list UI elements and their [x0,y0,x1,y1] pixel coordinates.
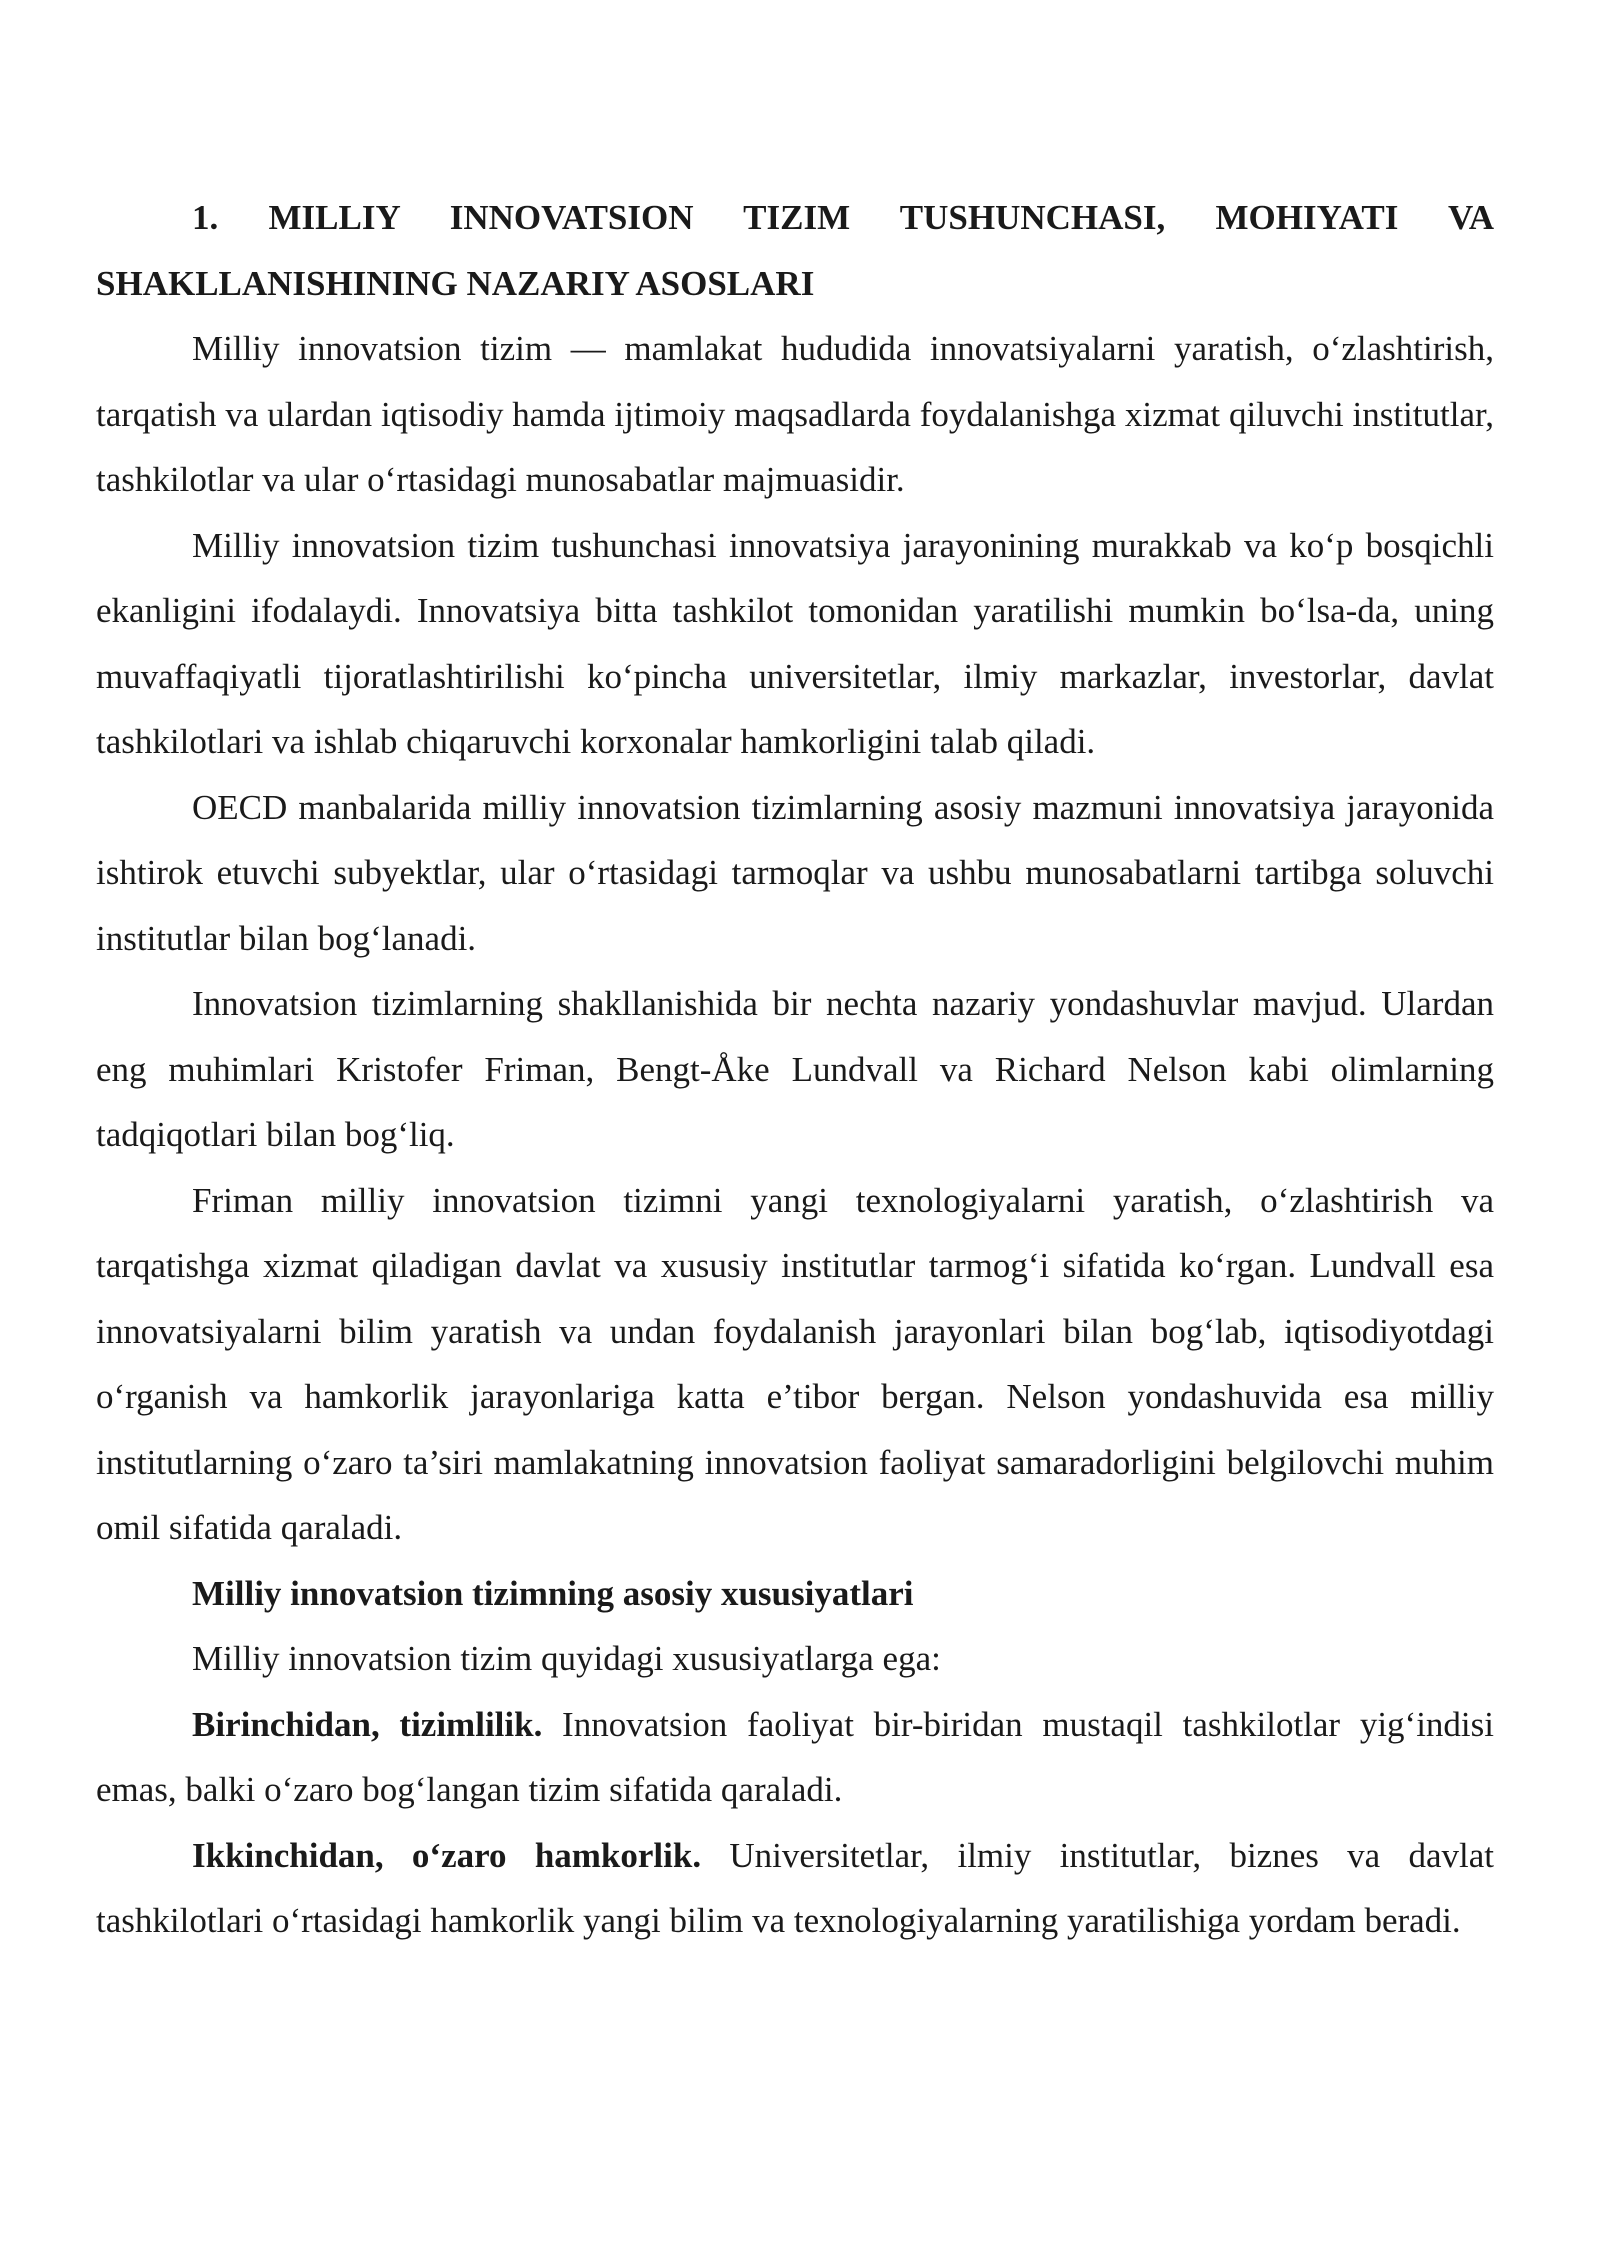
feature-text: Innovatsion faoliyat bir-biridan mustaqil tashkilotlar yig‘indisi emas, balki o‘zaro bog‘langan tizim sifatida qaraladi. [96,1704,1494,1809]
paragraph-approaches: Innovatsion tizimlarning shakllanishida bir nechta nazariy yondashuvlar mavjud. Ulardan eng muhimlari Kristofer Friman, Bengt-Åke Lundvall va Richard Nelson kabi olimlarning tadqiqotlari bilan bog‘liq. [96,984,1494,1154]
section-title: 1. MILLIY INNOVATSION TIZIM TUSHUNCHASI, MOHIYATI VA SHAKLLANISHINING NAZARIY ASOSLARI [96,198,1494,303]
feature-lead: Birinchidan, tizimlilik. [192,1704,543,1744]
paragraph-oecd: OECD manbalarida milliy innovatsion tizimlarning asosiy mazmuni innovatsiya jarayonida ishtirok etuvchi subyektlar, ular o‘rtasidagi tarmoqlar va ushbu munosabatlarni tartibga soluvchi institutlar bilan bog‘lanadi. [96,787,1494,958]
paragraph-theorists: Friman milliy innovatsion tizimni yangi texnologiyalarni yaratish, o‘zlashtirish va tarqatishga xizmat qiladigan davlat va xususiy institutlar tarmog‘i sifatida ko‘rgan. Lundvall esa innovatsiyalarni bilim yaratish va undan foydalanish jarayonlari bilan bog‘lab, iqtisodiyotdagi o‘rganish va hamkorlik jarayonlariga katta e’tibor bergan. Nelson yondashuvida esa milliy institutlarning o‘zaro ta’siri mamlakatning innovatsion faoliyat samaradorligini belgilovchi muhim omil sifatida qaraladi. [96,1180,1494,1547]
paragraph-definition: Milliy innovatsion tizim — mamlakat hududida innovatsiyalarni yaratish, o‘zlashtirish, tarqatish va ulardan iqtisodiy hamda ijtimoiy maqsadlarda foydalanishga xizmat qiluvchi institutlar, tashkilotlar va ular o‘rtasidagi munosabatlar majmuasidir. [96,329,1494,499]
feature-item [96,1692,1494,1823]
feature-item [96,1823,1494,1954]
feature-lead: Ikkinchidan, o‘zaro hamkorlik. [192,1835,702,1875]
document-page [96,185,1494,1954]
paragraph-concept: Milliy innovatsion tizim tushunchasi innovatsiya jarayonining murakkab va ko‘p bosqichli ekanligini ifodalaydi. Innovatsiya bitta tashkilot tomonidan yaratilishi mumkin bo‘lsa-da, uning muvaffaqiyatli tijoratlashtirilishi ko‘pincha universitetlar, ilmiy markazlar, investorlar, davlat tashkilotlari va ishlab chiqaruvchi korxonalar hamkorligini talab qiladi. [96,525,1494,761]
feature-text: Universitetlar, ilmiy institutlar, biznes va davlat tashkilotlari o‘rtasidagi hamkorlik yangi bilim va texnologiyalarning yaratilishiga yordam beradi. [96,1835,1494,1940]
subsection-heading: Milliy innovatsion tizimning asosiy xususiyatlari [192,1573,914,1613]
subsection-intro: Milliy innovatsion tizim quyidagi xususiyatlarga ega: [192,1639,941,1678]
